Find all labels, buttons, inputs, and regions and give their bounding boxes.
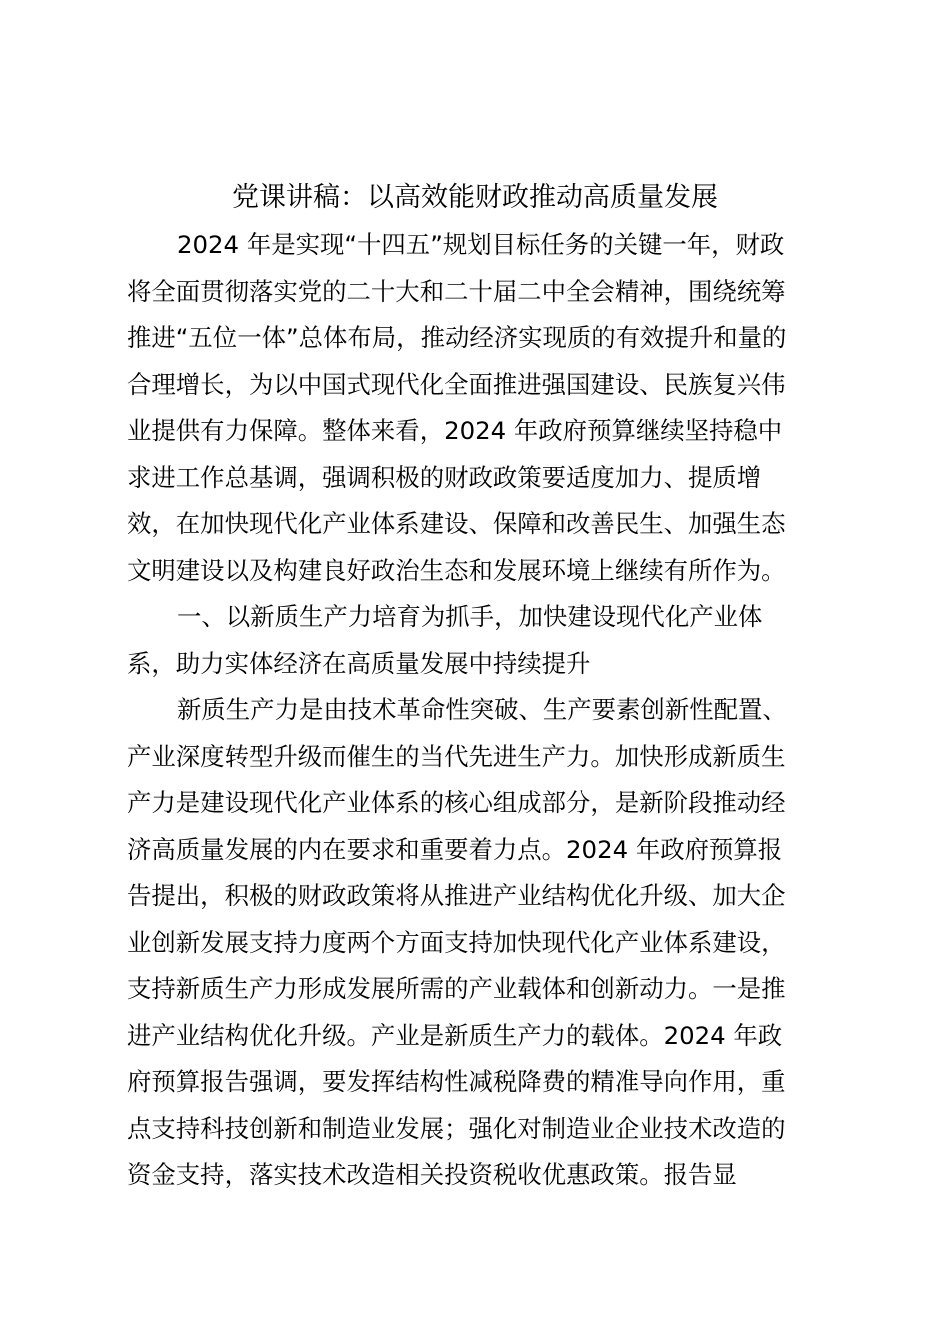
text-line: 产业深度转型升级而催生的当代先进生产力。加快形成新质生	[127, 741, 786, 771]
section-heading-1	[127, 594, 817, 687]
text-line: 推进“五位一体”总体布局，推动经济实现质的有效提升和量的	[127, 323, 787, 352]
text-line: 将全面贯彻落实党的二十大和二十届二中全会精神，围绕统筹	[127, 276, 786, 306]
text-line: 效，在加快现代化产业体系建设、保障和改善民生、加强生态	[127, 509, 786, 538]
text-line: 济高质量发展的内在要求和重要着力点。2024 年政府预算报	[127, 834, 783, 864]
text-line: 一、以新质生产力培育为抓手，加快建设现代化产业体	[177, 602, 763, 631]
text-line: 求进工作总基调，强调积极的财政政策要适度加力、提质增	[127, 462, 762, 492]
text-line: 资金支持，落实技术改造相关投资税收优惠政策。报告显	[127, 1160, 737, 1189]
text-line: 支持新质生产力形成发展所需的产业载体和创新动力。一是推	[127, 974, 786, 1003]
document-body	[127, 222, 817, 1199]
paragraph-intro	[127, 222, 817, 594]
text-line: 点支持科技创新和制造业发展；强化对制造业企业技术改造的	[127, 1113, 786, 1143]
paragraph-section-1	[127, 687, 817, 1199]
text-line: 2024 年是实现“十四五”规划目标任务的关键一年，财政	[177, 230, 785, 259]
text-line: 业提供有力保障。整体来看，2024 年政府预算继续坚持稳中	[127, 416, 783, 445]
text-line: 合理增长，为以中国式现代化全面推进强国建设、民族复兴伟	[127, 369, 786, 399]
text-line: 文明建设以及构建良好政治生态和发展环境上继续有所作为。	[127, 555, 786, 585]
text-line: 府预算报告强调，要发挥结构性减税降费的精准导向作用，重	[127, 1067, 786, 1096]
text-line: 业创新发展支持力度两个方面支持加快现代化产业体系建设，	[127, 927, 786, 957]
text-line: 进产业结构优化升级。产业是新质生产力的载体。2024 年政	[127, 1020, 783, 1050]
text-line: 新质生产力是由技术革命性突破、生产要素创新性配置、	[177, 695, 787, 724]
document-title: 党课讲稿：以高效能财政推动高质量发展	[232, 182, 718, 213]
text-line: 系，助力实体经济在高质量发展中持续提升	[127, 648, 591, 678]
text-line: 产力是建设现代化产业体系的核心组成部分，是新阶段推动经	[127, 788, 786, 817]
text-line: 告提出，积极的财政政策将从推进产业结构优化升级、加大企	[127, 881, 786, 910]
